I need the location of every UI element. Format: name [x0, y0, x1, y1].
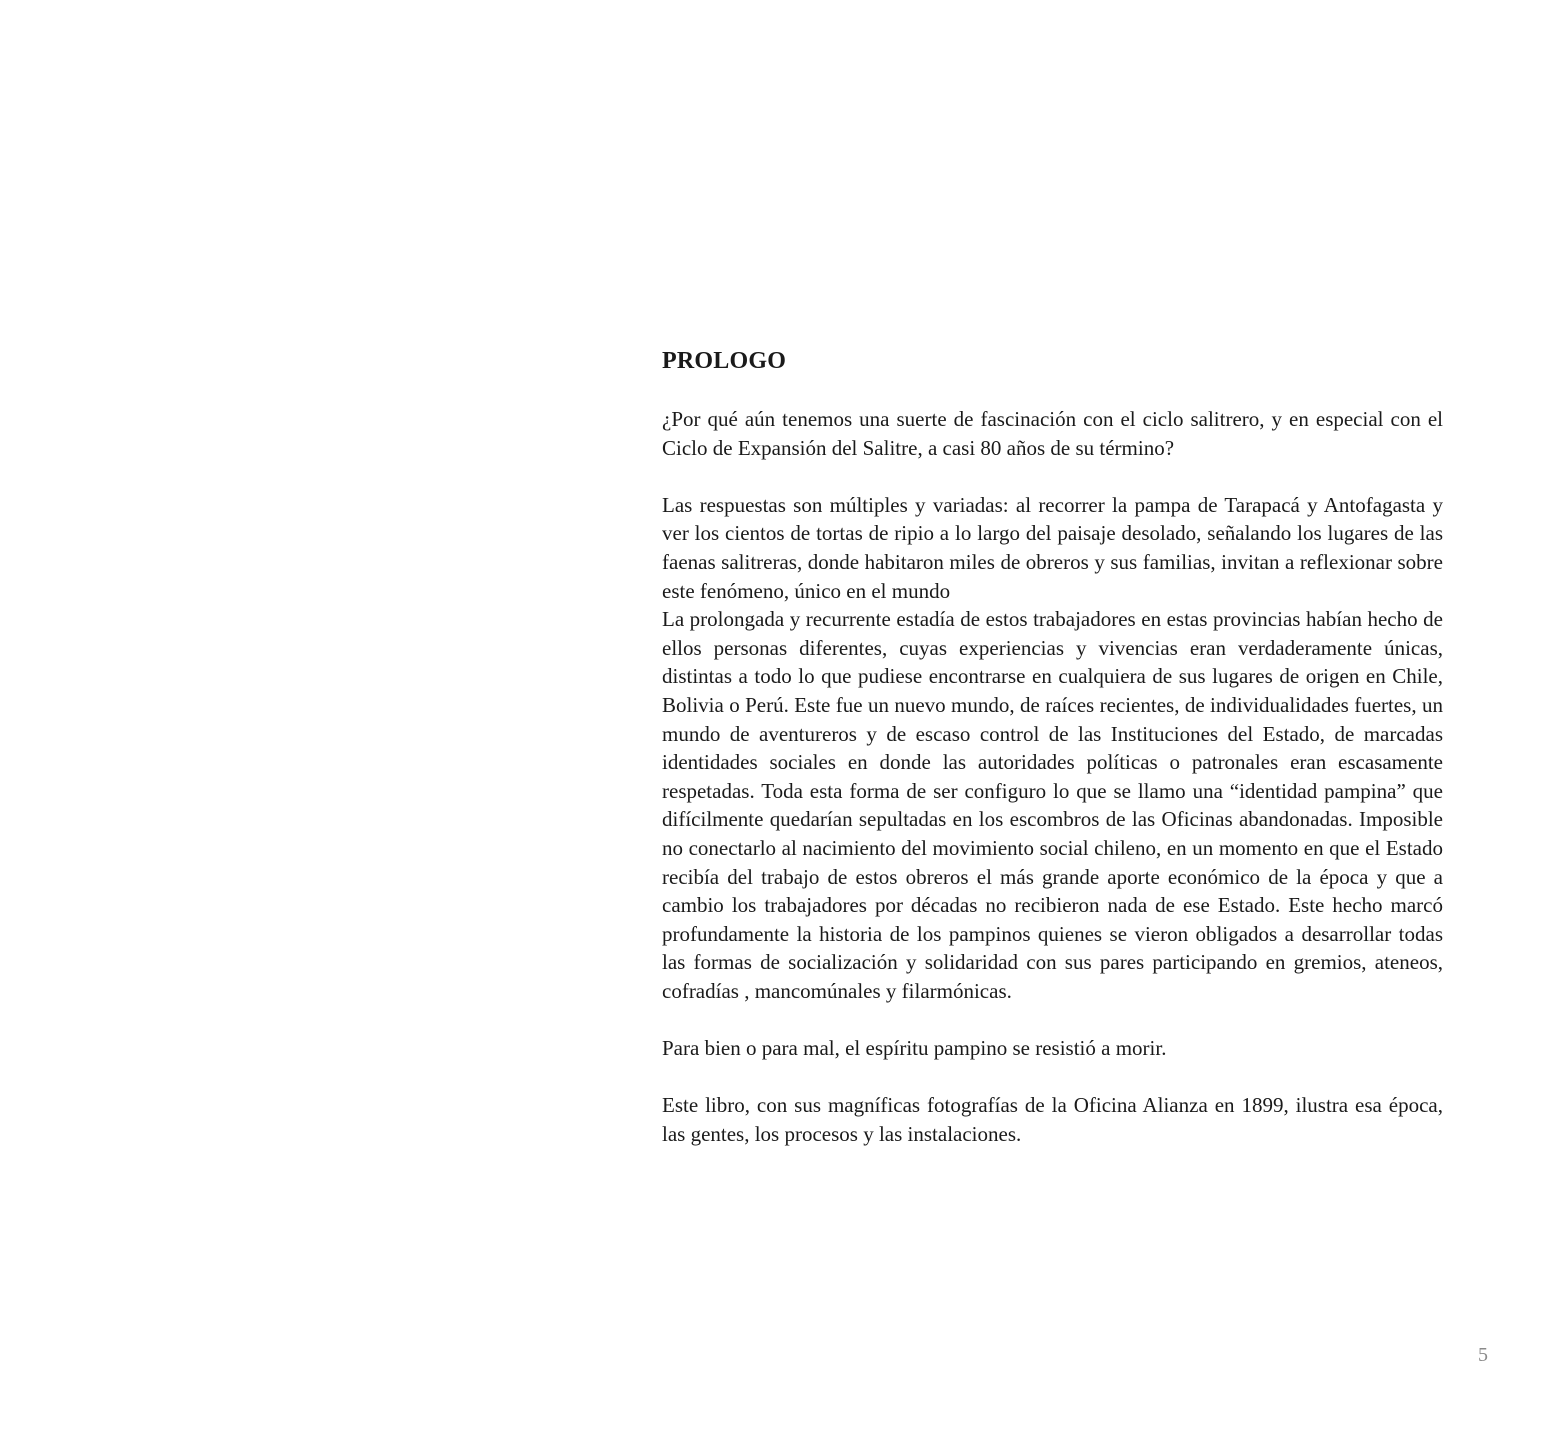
- page-title: PROLOGO: [662, 348, 787, 374]
- paragraph-spirit: Para bien o para mal, el espíritu pampino se resistió a morir.: [662, 1036, 1167, 1061]
- prologue-text-column: [662, 343, 1443, 1148]
- paragraph-question: ¿Por qué aún tenemos una suerte de fascinación con el ciclo salitrero, y en especial con el Ciclo de Expansión del Salitre, a casi 80 años de su término?: [662, 407, 1443, 460]
- paragraph-pampino-identity: La prolongada y recurrente estadía de estos trabajadores en estas provincias habían hecho de ellos personas diferentes, cuyas experiencias y vivencias eran verdaderamente únicas, distintas a todo lo que pudiese encontrarse en cualquiera de sus lugares de origen en Chile, Bolivia o Perú. Este fue un nuevo mundo, de raíces recientes, de individualidades fuertes, un mundo de aventureros y de escaso control de las Instituciones del Estado, de marcadas identidades sociales en donde las autoridades políticas o patronales eran escasamente respetadas. Toda esta forma de ser configuro lo que se llamo una “identidad pampina” que difícilmente quedarían sepultadas en los escombros de las Oficinas abandonadas. Imposible no conectarlo al nacimiento del movimiento social chileno, en un momento en que el Estado recibía del trabajo de estos obreros el más grande aporte económico de la época y que a cambio los trabajadores por décadas no recibieron nada de ese Estado. Este hecho marcó profundamente la historia de los pampinos quienes se vieron obligados a desarrollar todas las formas de socialización y solidaridad con sus pares participando en gremios, ateneos, cofradías , mancomúnales y filarmónicas.: [662, 607, 1443, 1003]
- page-number: 5: [1478, 1344, 1488, 1366]
- paragraph-book: Este libro, con sus magníficas fotografías de la Oficina Alianza en 1899, ilustra esa época, las gentes, los procesos y las instalaciones.: [662, 1093, 1443, 1146]
- paragraph-answers: Las respuestas son múltiples y variadas: al recorrer la pampa de Tarapacá y Antofagasta y ver los cientos de tortas de ripio a lo largo del paisaje desolado, señalando los lugares de las faenas salitreras, donde habitaron miles de obreros y sus familias, invitan a reflexionar sobre este fenómeno, único en el mundo: [662, 492, 1443, 603]
